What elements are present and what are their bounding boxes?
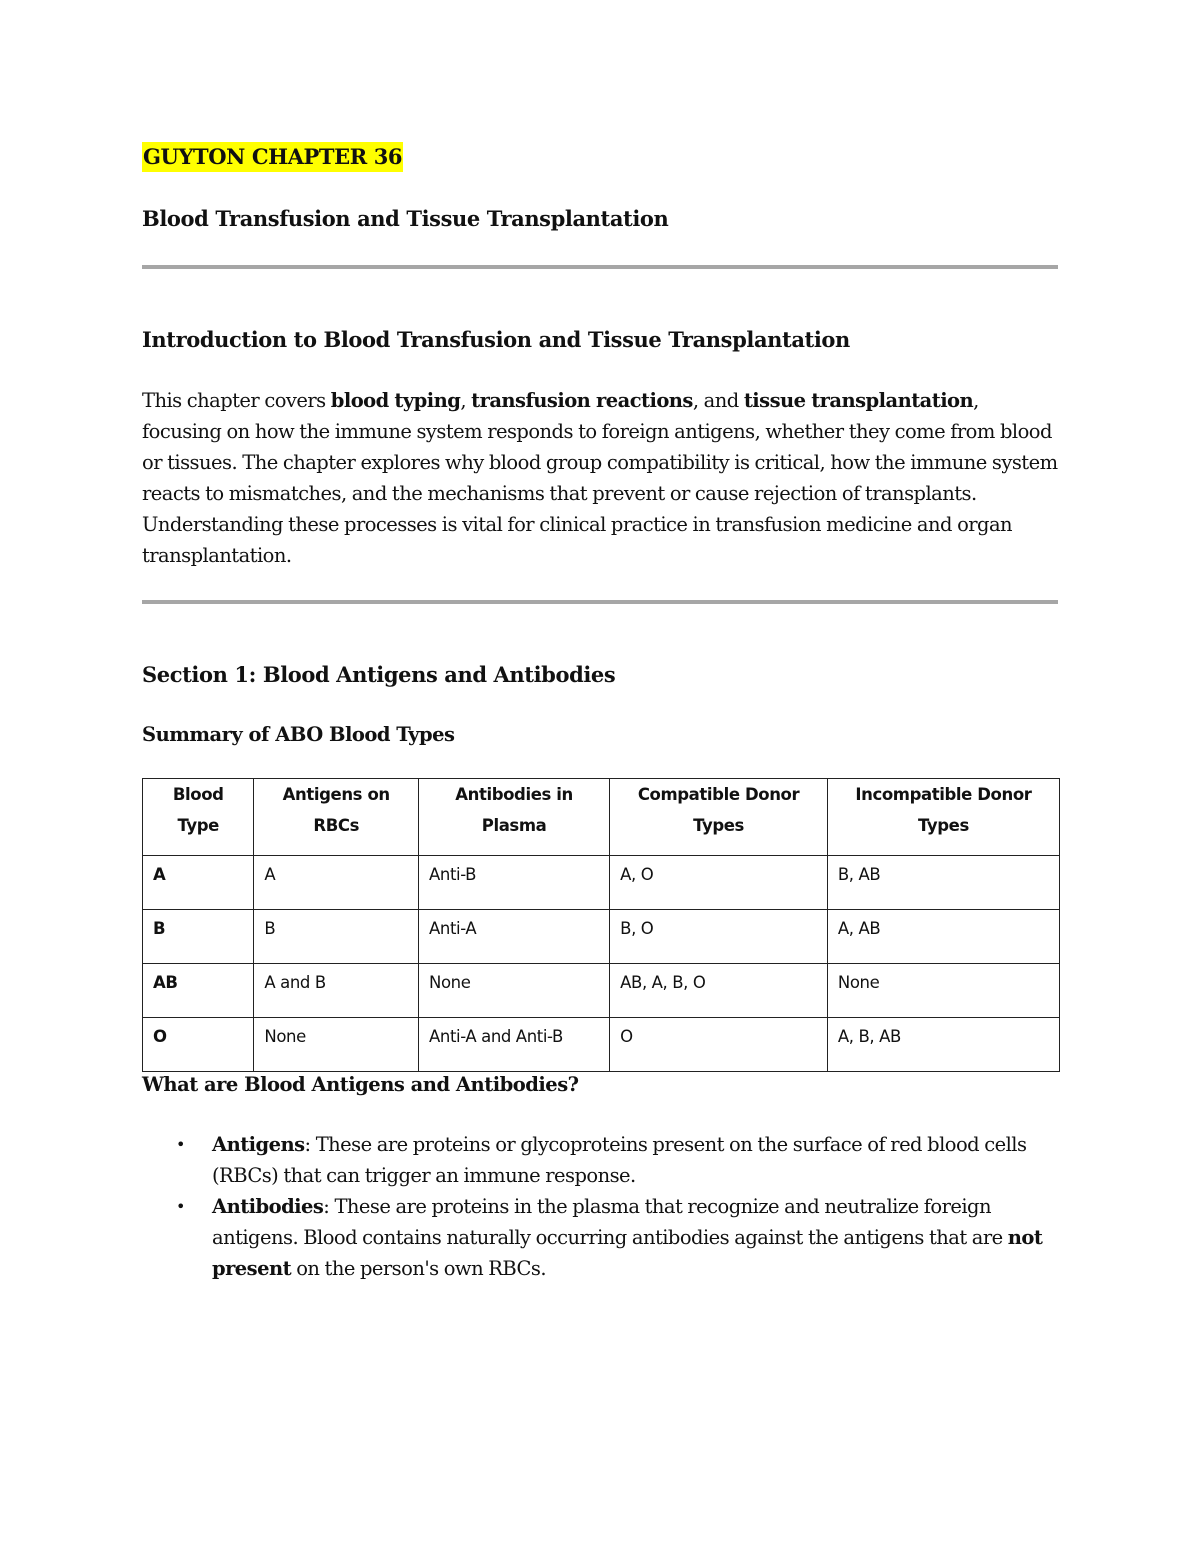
table-cell: B <box>143 910 254 964</box>
column-header: Compatible Donor Types <box>610 779 828 856</box>
bullet-icon: • <box>176 1197 185 1216</box>
chapter-title: GUYTON CHAPTER 36 <box>142 142 403 172</box>
table-cell: Anti-A and Anti-B <box>419 1018 610 1072</box>
table-row <box>143 1018 1060 1072</box>
table-cell: Anti-B <box>419 856 610 910</box>
document-subtitle: Blood Transfusion and Tissue Transplantation <box>142 206 669 231</box>
table-cell: O <box>143 1018 254 1072</box>
table-cell: A and B <box>254 964 419 1018</box>
intro-heading: Introduction to Blood Transfusion and Tissue Transplantation <box>142 327 850 352</box>
question-heading: What are Blood Antigens and Antibodies? <box>142 1073 579 1096</box>
table-cell: B, AB <box>827 856 1059 910</box>
intro-text: This chapter covers <box>142 389 331 412</box>
column-header: Antigens on RBCs <box>254 779 419 856</box>
section-heading: Section 1: Blood Antigens and Antibodies <box>142 662 616 687</box>
table-row <box>143 856 1060 910</box>
table-heading: Summary of ABO Blood Types <box>142 723 455 746</box>
definition-text: : These are proteins in the plasma that recognize and neutralize foreign antigens. Blood contains naturally occurring antibodies against the antigens that are <box>212 1195 1008 1249</box>
intro-bold-term: blood typing <box>330 389 461 412</box>
intro-text: , and <box>692 389 744 412</box>
horizontal-rule <box>142 265 1058 269</box>
table-cell: AB <box>143 964 254 1018</box>
table-cell: A, B, AB <box>827 1018 1059 1072</box>
table-cell: A <box>254 856 419 910</box>
table-cell: AB, A, B, O <box>610 964 828 1018</box>
intro-bold-term: transfusion reactions <box>471 389 693 412</box>
table-row <box>143 910 1060 964</box>
horizontal-rule <box>142 600 1058 604</box>
table-cell: A, AB <box>827 910 1059 964</box>
definition-term: Antigens <box>212 1133 305 1156</box>
definition-list <box>142 1129 1058 1284</box>
table-cell: None <box>827 964 1059 1018</box>
abo-blood-types-table <box>142 778 1060 1072</box>
intro-text: , focusing on how the immune system responds to foreign antigens, whether they come from blood or tissues. The chapter explores why blood group compatibility is critical, how the immune system reacts to mismatches, and the mechanisms that prevent or cause rejection of transplants. Understanding these processes is vital for clinical practice in transfusion medicine and organ transplantation. <box>142 389 1058 567</box>
table-cell: A, O <box>610 856 828 910</box>
table-cell: A <box>143 856 254 910</box>
bullet-icon: • <box>176 1135 185 1154</box>
column-header: Blood Type <box>143 779 254 856</box>
table-cell: Anti-A <box>419 910 610 964</box>
intro-bold-term: tissue transplantation <box>743 389 974 412</box>
definition-emphasis: not present <box>212 1226 1043 1280</box>
table-cell: B <box>254 910 419 964</box>
definition-text: : These are proteins or glycoproteins present on the surface of red blood cells (RBCs) that can trigger an immune response. <box>212 1133 1027 1187</box>
list-item <box>142 1191 1058 1284</box>
column-header: Incompatible Donor Types <box>827 779 1059 856</box>
table-row <box>143 964 1060 1018</box>
table-cell: None <box>419 964 610 1018</box>
intro-text: , <box>460 389 472 412</box>
intro-paragraph <box>142 385 1058 571</box>
list-item <box>142 1129 1058 1191</box>
definition-text: on the person's own RBCs. <box>291 1257 546 1280</box>
table-cell: B, O <box>610 910 828 964</box>
column-header: Antibodies in Plasma <box>419 779 610 856</box>
table-cell: None <box>254 1018 419 1072</box>
table-cell: O <box>610 1018 828 1072</box>
table-header-row <box>143 779 1060 856</box>
definition-term: Antibodies <box>212 1195 324 1218</box>
